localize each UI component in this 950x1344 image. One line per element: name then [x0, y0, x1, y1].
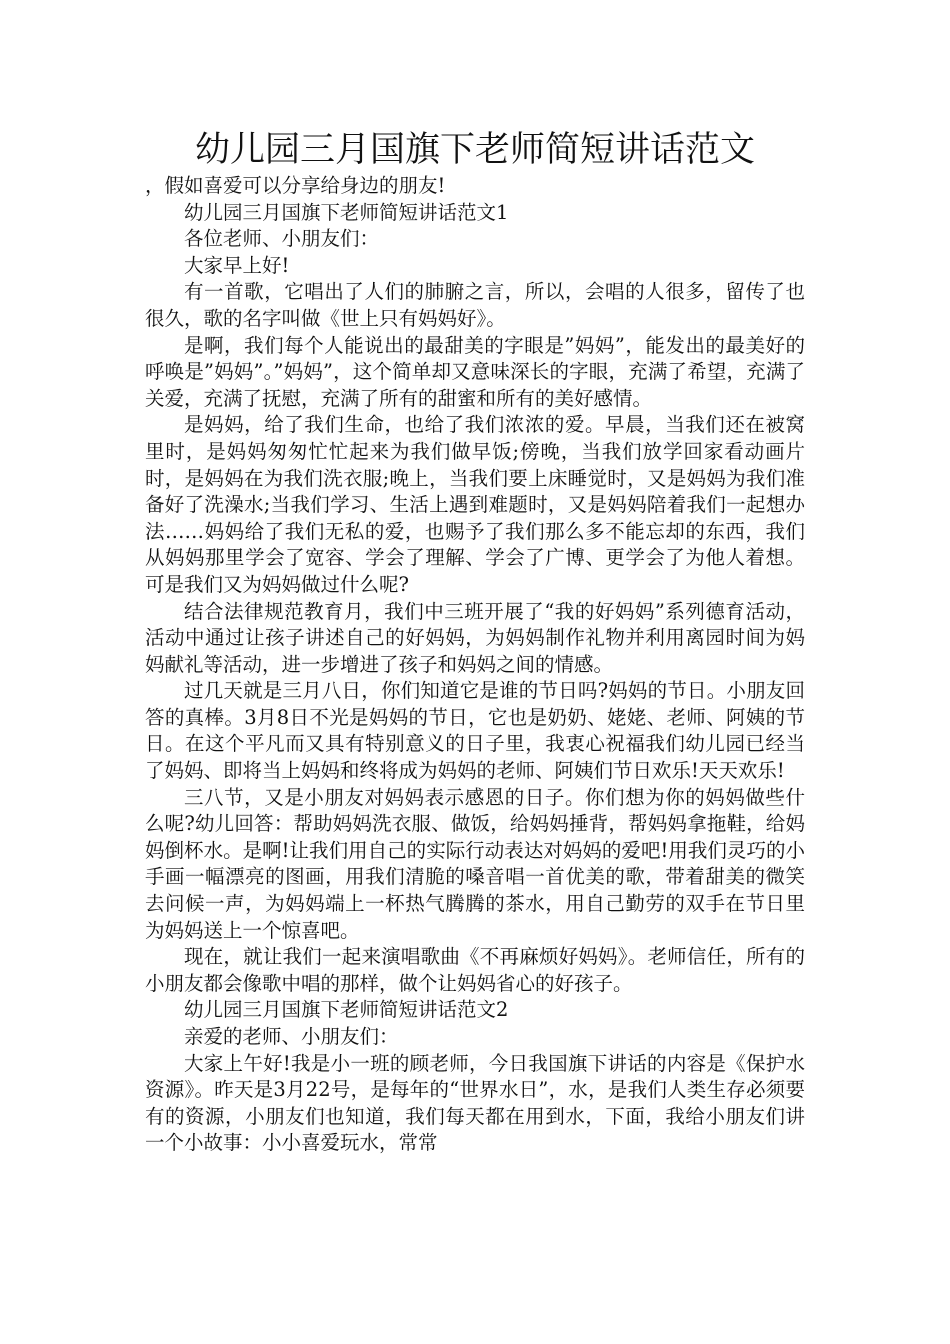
paragraph: 大家上午好!我是小一班的顾老师，今日我国旗下讲话的内容是《保护水资源》。昨天是3月22号，是每年的“世界水日”，水，是我们人类生存必须要有的资源，小朋友们也知道，我们每天都在用到水，下面，我给小朋友们讲一个小故事：小小喜爱玩水，常常	[145, 1051, 805, 1155]
paragraph: 是妈妈，给了我们生命，也给了我们浓浓的爱。早晨，当我们还在被窝里时，是妈妈匆匆忙忙起来为我们做早饭;傍晚，当我们放学回家看动画片时，是妈妈在为我们洗衣服;晚上，当我们要上床睡觉时，又是妈妈为我们准备好了洗澡水;当我们学习、生活上遇到难题时，又是妈妈陪着我们一起想办法……妈妈给了我们无私的爱，也赐予了我们那么多不能忘却的东西，我们从妈妈那里学会了宽容、学会了理解、学会了广博、更学会了为他人着想。可是我们又为妈妈做过什么呢?	[145, 413, 805, 596]
document-title: 幼儿园三月国旗下老师简短讲话范文	[194, 130, 755, 170]
document-body	[145, 173, 805, 1157]
paragraph: 亲爱的老师、小朋友们：	[184, 1025, 399, 1048]
paragraph: 三八节，又是小朋友对妈妈表示感恩的日子。你们想为你的妈妈做些什么呢?幼儿回答：帮助妈妈洗衣服、做饭，给妈妈捶背，帮妈妈拿拖鞋，给妈妈倒杯水。是啊!让我们用自己的实际行动表达对妈妈的爱吧!用我们灵巧的小手画一幅漂亮的图画，用我们清脆的嗓音唱一首优美的歌，带着甜美的微笑去问候一声，为妈妈端上一杯热气腾腾的茶水，用自己勤劳的双手在节日里为妈妈送上一个惊喜吧。	[145, 785, 805, 942]
paragraph: 幼儿园三月国旗下老师简短讲话范文1	[184, 200, 509, 224]
paragraph: 是啊，我们每个人能说出的最甜美的字眼是”妈妈”，能发出的最美好的呼唤是”妈妈”。”妈妈”，这个简单却又意味深长的字眼，充满了希望，充满了关爱，充满了抚慰，充满了所有的甜蜜和所有的美好感情。	[145, 333, 805, 410]
paragraph: 大家早上好!	[184, 253, 290, 277]
paragraph: 现在，就让我们一起来演唱歌曲《不再麻烦好妈妈》。老师信任，所有的小朋友都会像歌中唱的那样，做个让妈妈省心的好孩子。	[145, 945, 805, 995]
paragraph: 结合法律规范教育月，我们中三班开展了“我的好妈妈”系列德育活动，活动中通过让孩子讲述自己的好妈妈，为妈妈制作礼物并利用离园时间为妈妈献礼等活动，进一步增进了孩子和妈妈之间的情感。	[145, 599, 805, 676]
paragraph: 有一首歌，它唱出了人们的肺腑之言，所以，会唱的人很多，留传了也很久，歌的名字叫做《世上只有妈妈好》。	[145, 280, 805, 330]
paragraph: ，假如喜爱可以分享给身边的朋友!	[145, 174, 446, 197]
paragraph: 过几天就是三月八日，你们知道它是谁的节日吗?妈妈的节日。小朋友回答的真棒。3月8日不光是妈妈的节日，它也是奶奶、姥姥、老师、阿姨的节日。在这个平凡而又具有特别意义的日子里，我衷心祝福我们幼儿园已经当了妈妈、即将当上妈妈和终将成为妈妈的老师、阿姨们节日欢乐!天天欢乐!	[145, 679, 805, 783]
paragraph: 各位老师、小朋友们：	[184, 227, 380, 251]
paragraph: 幼儿园三月国旗下老师简短讲话范文2	[184, 998, 509, 1022]
